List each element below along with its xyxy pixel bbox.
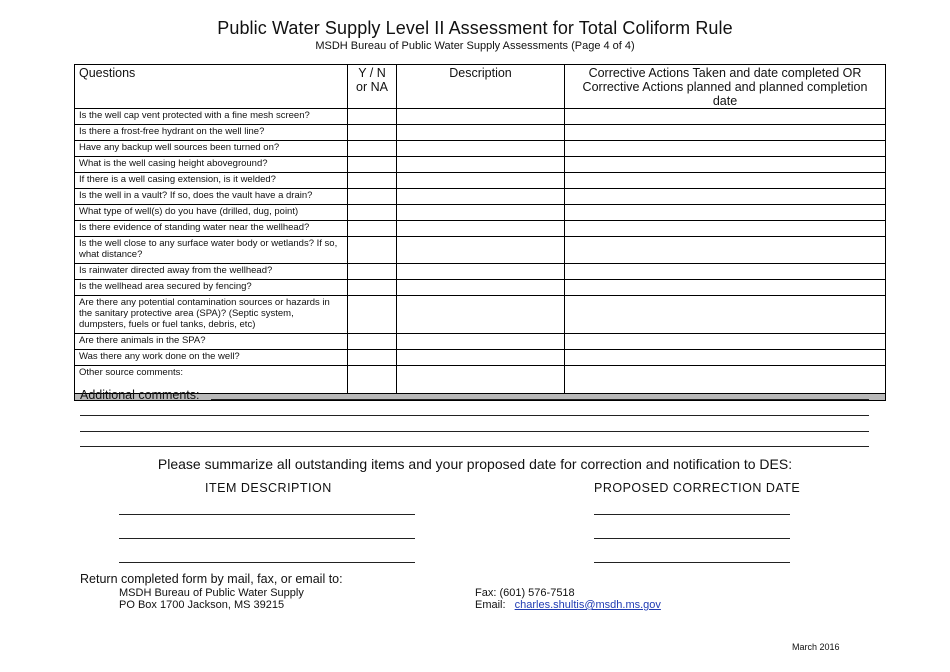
corrective-action-cell[interactable] bbox=[565, 141, 886, 157]
date-line-3[interactable] bbox=[594, 562, 790, 563]
email-row bbox=[475, 599, 661, 611]
corrective-action-cell[interactable] bbox=[565, 221, 886, 237]
comment-line-4[interactable] bbox=[80, 446, 869, 447]
table-row bbox=[75, 350, 886, 366]
table-row bbox=[75, 157, 886, 173]
corrective-action-cell[interactable] bbox=[565, 264, 886, 280]
yn-cell[interactable] bbox=[348, 125, 397, 141]
yn-cell[interactable] bbox=[348, 205, 397, 221]
question-cell: Is there a frost-free hydrant on the well line? bbox=[75, 125, 348, 141]
fax-number: Fax: (601) 576-7518 bbox=[475, 587, 575, 599]
description-cell[interactable] bbox=[397, 141, 565, 157]
description-cell[interactable] bbox=[397, 205, 565, 221]
assessment-table bbox=[74, 64, 886, 401]
description-cell[interactable] bbox=[397, 157, 565, 173]
question-cell: Other source comments: bbox=[75, 366, 348, 394]
comment-line-2[interactable] bbox=[80, 415, 869, 416]
table-row bbox=[75, 237, 886, 264]
description-cell[interactable] bbox=[397, 109, 565, 125]
yn-cell[interactable] bbox=[348, 366, 397, 394]
corrective-action-cell[interactable] bbox=[565, 334, 886, 350]
corrective-action-cell[interactable] bbox=[565, 109, 886, 125]
summary-prompt: Please summarize all outstanding items and your proposed date for correction and notification to DES: bbox=[157, 456, 793, 472]
column-header-yn: Y / N or NA bbox=[348, 65, 397, 109]
yn-cell[interactable] bbox=[348, 109, 397, 125]
corrective-action-cell[interactable] bbox=[565, 280, 886, 296]
description-cell[interactable] bbox=[397, 264, 565, 280]
description-cell[interactable] bbox=[397, 189, 565, 205]
yn-cell[interactable] bbox=[348, 189, 397, 205]
form-subtitle: MSDH Bureau of Public Water Supply Assessments (Page 4 of 4) bbox=[315, 40, 635, 52]
date-line-2[interactable] bbox=[594, 538, 790, 539]
question-cell: Is the wellhead area secured by fencing? bbox=[75, 280, 348, 296]
comment-line-1[interactable] bbox=[211, 399, 869, 400]
question-cell: If there is a well casing extension, is it welded? bbox=[75, 173, 348, 189]
corrective-action-cell[interactable] bbox=[565, 296, 886, 334]
description-cell[interactable] bbox=[397, 221, 565, 237]
table-row bbox=[75, 173, 886, 189]
table-row bbox=[75, 280, 886, 296]
yn-cell[interactable] bbox=[348, 221, 397, 237]
item-line-1[interactable] bbox=[119, 514, 415, 515]
column-header-description: Description bbox=[397, 65, 565, 109]
corrective-action-cell[interactable] bbox=[565, 173, 886, 189]
item-line-2[interactable] bbox=[119, 538, 415, 539]
table-row bbox=[75, 125, 886, 141]
yn-cell[interactable] bbox=[348, 173, 397, 189]
table-row bbox=[75, 205, 886, 221]
date-line-1[interactable] bbox=[594, 514, 790, 515]
description-cell[interactable] bbox=[397, 366, 565, 394]
table-header-row bbox=[75, 65, 886, 109]
revision-date: March 2016 bbox=[792, 642, 840, 652]
description-cell[interactable] bbox=[397, 280, 565, 296]
description-cell[interactable] bbox=[397, 350, 565, 366]
item-description-header: ITEM DESCRIPTION bbox=[205, 481, 332, 495]
corrective-action-cell[interactable] bbox=[565, 237, 886, 264]
table-row bbox=[75, 221, 886, 237]
table-row bbox=[75, 109, 886, 125]
question-cell: Are there any potential contamination sources or hazards in the sanitary protective area (SPA)? (Septic system, dumpsters, fuels or fuel tanks, debris, etc) bbox=[75, 296, 348, 334]
question-cell: Are there animals in the SPA? bbox=[75, 334, 348, 350]
email-link[interactable]: charles.shultis@msdh.ms.gov bbox=[514, 599, 661, 611]
proposed-date-header: PROPOSED CORRECTION DATE bbox=[594, 481, 801, 495]
corrective-action-cell[interactable] bbox=[565, 157, 886, 173]
comment-line-3[interactable] bbox=[80, 431, 869, 432]
yn-cell[interactable] bbox=[348, 280, 397, 296]
question-cell: Is there evidence of standing water near the wellhead? bbox=[75, 221, 348, 237]
yn-cell[interactable] bbox=[348, 334, 397, 350]
corrective-action-cell[interactable] bbox=[565, 366, 886, 394]
table-row bbox=[75, 296, 886, 334]
question-cell: Is the well in a vault? If so, does the vault have a drain? bbox=[75, 189, 348, 205]
table-row bbox=[75, 334, 886, 350]
question-cell: Have any backup well sources been turned on? bbox=[75, 141, 348, 157]
yn-cell[interactable] bbox=[348, 237, 397, 264]
question-cell: Is the well cap vent protected with a fine mesh screen? bbox=[75, 109, 348, 125]
yn-cell[interactable] bbox=[348, 350, 397, 366]
corrective-action-cell[interactable] bbox=[565, 189, 886, 205]
description-cell[interactable] bbox=[397, 296, 565, 334]
return-instructions: Return completed form by mail, fax, or email to: bbox=[80, 572, 343, 586]
corrective-action-cell[interactable] bbox=[565, 350, 886, 366]
column-header-corrective-actions: Corrective Actions Taken and date completed OR Corrective Actions planned and planned completion date bbox=[565, 65, 886, 109]
item-line-3[interactable] bbox=[119, 562, 415, 563]
question-cell: What type of well(s) do you have (drilled, dug, point) bbox=[75, 205, 348, 221]
yn-cell[interactable] bbox=[348, 296, 397, 334]
additional-comments-label: Additional comments: bbox=[80, 388, 200, 402]
description-cell[interactable] bbox=[397, 125, 565, 141]
yn-cell[interactable] bbox=[348, 264, 397, 280]
question-cell: Is rainwater directed away from the wellhead? bbox=[75, 264, 348, 280]
question-cell: What is the well casing height aboveground? bbox=[75, 157, 348, 173]
table-row bbox=[75, 264, 886, 280]
corrective-action-cell[interactable] bbox=[565, 205, 886, 221]
table-row bbox=[75, 189, 886, 205]
yn-cell[interactable] bbox=[348, 157, 397, 173]
question-cell: Is the well close to any surface water body or wetlands? If so, what distance? bbox=[75, 237, 348, 264]
email-label: Email: bbox=[475, 599, 506, 611]
column-header-questions: Questions bbox=[75, 65, 348, 109]
table-row bbox=[75, 141, 886, 157]
yn-cell[interactable] bbox=[348, 141, 397, 157]
org-name: MSDH Bureau of Public Water Supply bbox=[119, 587, 304, 599]
corrective-action-cell[interactable] bbox=[565, 125, 886, 141]
question-cell: Was there any work done on the well? bbox=[75, 350, 348, 366]
description-cell[interactable] bbox=[397, 237, 565, 264]
description-cell[interactable] bbox=[397, 173, 565, 189]
form-title: Public Water Supply Level II Assessment for Total Coliform Rule bbox=[217, 18, 733, 38]
description-cell[interactable] bbox=[397, 334, 565, 350]
mailing-address: PO Box 1700 Jackson, MS 39215 bbox=[119, 599, 285, 611]
